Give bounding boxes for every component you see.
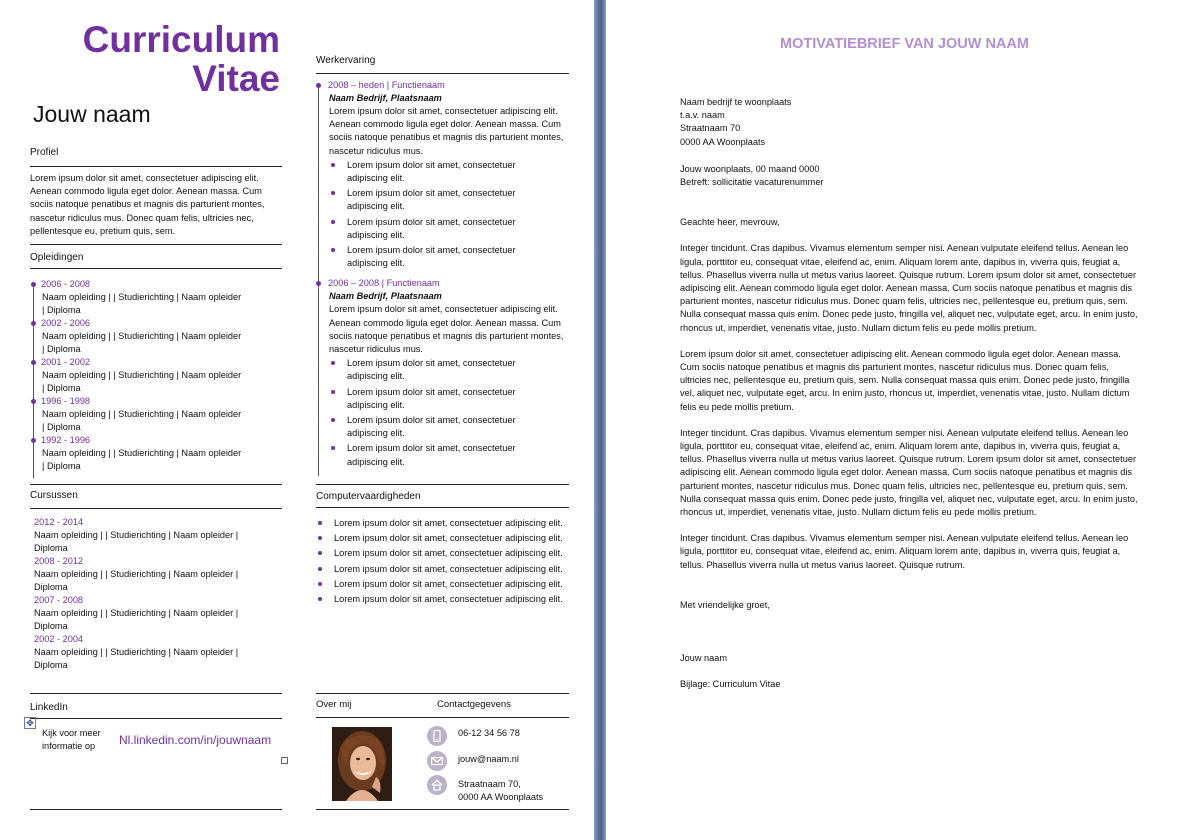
job-period: 2008 – heden | Functienaam xyxy=(328,80,445,90)
recipient-line: Naam bedrijf te woonplaats xyxy=(680,97,792,107)
letter-paragraph: Lorem ipsum dolor sit amet, consectetuer adipiscing elit. Aenean commodo ligula eget dolor. Aenean massa. Cum sociis natoque penatibus et magnis dis parturient montes, nascetur ridiculus mus. Donec quam felis, ultricies nec, pellentesque eu, pretium quis, sem. Nulla consequat massa quis enim. Donec pede justo, fringilla vel, aliquet nec, vulputate eget, arcu. In enim justo, rhoncus ut, imperdiet, venenatis vitae, justo. Nullam dictum felis eu pede mollis pretium. xyxy=(680,348,1130,412)
linkedin-label: Kijk voor meer informatie op xyxy=(42,728,101,751)
education-line2: | Diploma xyxy=(42,305,81,315)
profile-heading: Profiel xyxy=(30,147,59,158)
course-line1: Naam opleiding | | Studierichting | Naam opleider | xyxy=(34,569,239,579)
course-line1: Naam opleiding | | Studierichting | Naam opleider | xyxy=(34,608,239,618)
courses-list xyxy=(34,516,284,672)
course-line2: Diploma xyxy=(34,660,68,670)
education-item xyxy=(30,317,285,356)
contact-address-line2: 0000 AA Woonplaats xyxy=(458,792,544,802)
profile-text: Lorem ipsum dolor sit amet, consectetuer adipiscing elit. Aenean commodo ligula eget dolor. Aenean massa. Cum sociis natoque penatibus et magnis dis parturient montes, nascetur ridiculus mus. Donec quam felis, ultricies nec, pellentesque eu, pretium quis, sem. xyxy=(30,173,265,236)
education-line1: Naam opleiding | | Studierichting | Naam opleider xyxy=(42,409,242,419)
timeline-dot xyxy=(31,360,36,365)
cv-title-line2: Vitae xyxy=(192,58,280,99)
computer-skills-heading: Computervaardigheden xyxy=(316,491,421,502)
course-item xyxy=(34,633,284,672)
education-item xyxy=(30,395,285,434)
letter-signature: Jouw naam xyxy=(680,653,727,664)
job-bullet: Lorem ipsum dolor sit amet, consectetuer adipiscing elit. xyxy=(329,386,543,412)
education-item xyxy=(30,434,285,473)
skill-item: Lorem ipsum dolor sit amet, consectetuer adipiscing elit. xyxy=(316,578,569,591)
recipient-line: Straatnaam 70 xyxy=(680,123,741,134)
education-heading: Opleidingen xyxy=(30,252,84,263)
computer-skills-list xyxy=(316,517,571,608)
contact-phone: 06-12 34 56 78 xyxy=(458,728,520,738)
phone-icon xyxy=(427,726,447,746)
course-years: 2007 - 2008 xyxy=(34,595,84,605)
linkedin-url[interactable]: Nl.linkedin.com/in/jouwnaam xyxy=(119,733,272,747)
education-years: 2001 - 2002 xyxy=(41,357,91,367)
cv-title xyxy=(20,20,280,98)
job-bullet: Lorem ipsum dolor sit amet, consectetuer adipiscing elit. xyxy=(329,244,543,270)
education-line2: | Diploma xyxy=(42,422,81,432)
education-line1: Naam opleiding | | Studierichting | Naam opleider xyxy=(42,292,242,302)
recipient-line: 0000 AA Woonplaats xyxy=(680,136,766,147)
course-line1: Naam opleiding | | Studierichting | Naam opleider | xyxy=(34,647,239,657)
letter-subject: Betreft: sollicitatie vacaturenummer xyxy=(680,177,824,188)
experience-list xyxy=(316,79,572,476)
cv-page xyxy=(0,0,594,840)
job-bullet: Lorem ipsum dolor sit amet, consectetuer adipiscing elit. xyxy=(329,216,543,242)
experience-heading: Werkervaring xyxy=(316,55,376,66)
education-line2: | Diploma xyxy=(42,383,81,393)
course-item xyxy=(34,555,284,594)
timeline-dot xyxy=(31,399,36,404)
job-entry xyxy=(316,79,572,270)
education-years: 2002 - 2006 xyxy=(41,318,91,328)
course-item xyxy=(34,594,284,633)
linkedin-heading: LinkedIn xyxy=(30,702,68,713)
contact-address-line1: Straatnaam 70, xyxy=(458,779,521,789)
letter-paragraph: Integer tincidunt. Cras dapibus. Vivamus elementum semper nisi. Aenean vulputate eleifend tellus. Aenean leo ligula, porttitor eu, consequat vitae, eleifend ac, enim. Aliquam lorem ante, dapibus in, viverra quis, feugiat a, tellus. Phasellus viverra nulla ut metus varius laoreet. Quisque rutrum. xyxy=(680,533,1129,570)
letter-place-date: Jouw woonplaats, 00 maand 0000 xyxy=(680,163,820,174)
education-list xyxy=(30,278,285,473)
recipient-line: t.a.v. naam xyxy=(680,110,725,121)
letter-closing: Met vriendelijke groet, xyxy=(680,599,770,610)
job-description: Lorem ipsum dolor sit amet, consectetuer adipiscing elit. Aenean commodo ligula eget dolor. Aenean massa. Cum sociis natoque penatibus et magnis dis parturient montes, nascetur ridiculus mus. xyxy=(329,304,564,355)
course-years: 2008 - 2012 xyxy=(34,556,84,566)
course-years: 2002 - 2004 xyxy=(34,634,84,644)
education-item xyxy=(30,278,285,317)
letter-paragraph: Integer tincidunt. Cras dapibus. Vivamus elementum semper nisi. Aenean vulputate eleifend tellus. Aenean leo ligula, porttitor eu, consequat vitae, eleifend ac, enim. Aliquam lorem ante, dapibus in, viverra quis, feugiat a, tellus. Phasellus viverra nulla ut metus varius laoreet. Quisque rutrum. Lorem ipsum dolor sit amet, consectetuer adipiscing elit. Aenean commodo ligula eget dolor. Aenean massa. Cum sociis natoque penatibus et magnis dis parturient montes, nascetur ridiculus mus. Donec quam felis, ultricies nec, pellentesque eu, pretium quis, sem. Nulla consequat massa quis enim. Donec pede justo, fringilla vel, aliquet nec, vulputate eget, arcu. In enim justo, rhoncus ut, imperdiet, venenatis vitae, justo. Nullam dictum felis eu pede mollis pretium. xyxy=(680,243,1138,333)
job-bullet: Lorem ipsum dolor sit amet, consectetuer adipiscing elit. xyxy=(329,187,543,213)
job-bullet: Lorem ipsum dolor sit amet, consectetuer adipiscing elit. xyxy=(329,357,543,383)
skill-item: Lorem ipsum dolor sit amet, consectetuer adipiscing elit. xyxy=(316,547,569,560)
job-bullets xyxy=(316,159,572,271)
skill-item: Lorem ipsum dolor sit amet, consectetuer adipiscing elit. xyxy=(316,593,569,606)
job-bullet: Lorem ipsum dolor sit amet, consectetuer adipiscing elit. xyxy=(329,442,543,468)
job-bullet: Lorem ipsum dolor sit amet, consectetuer adipiscing elit. xyxy=(329,159,543,185)
profile-photo xyxy=(332,727,392,801)
course-line1: Naam opleiding | | Studierichting | Naam opleider | xyxy=(34,530,239,540)
letter-attachment: Bijlage: Curriculum Vitae xyxy=(680,679,781,690)
about-heading: Over mij xyxy=(316,699,352,710)
letter-paragraphs xyxy=(680,242,1140,571)
contact-heading: Contactgegevens xyxy=(437,699,511,710)
cv-name: Jouw naam xyxy=(33,101,151,127)
education-years: 1992 - 1996 xyxy=(41,435,91,445)
cv-title-line1: Curriculum xyxy=(82,19,280,60)
timeline-dot xyxy=(316,83,321,88)
job-company: Naam Bedrijf, Plaatsnaam xyxy=(329,93,442,103)
home-icon xyxy=(427,775,447,795)
skill-item: Lorem ipsum dolor sit amet, consectetuer adipiscing elit. xyxy=(316,517,569,530)
skill-item: Lorem ipsum dolor sit amet, consectetuer adipiscing elit. xyxy=(316,532,569,545)
email-icon xyxy=(427,751,447,771)
education-line2: | Diploma xyxy=(42,461,81,471)
education-line1: Naam opleiding | | Studierichting | Naam opleider xyxy=(42,331,242,341)
courses-heading: Cursussen xyxy=(30,490,78,501)
education-years: 2006 - 2008 xyxy=(41,279,91,289)
job-entry xyxy=(316,277,572,468)
table-resize-handle[interactable] xyxy=(281,757,288,764)
course-line2: Diploma xyxy=(34,543,68,553)
page-gap xyxy=(594,0,606,840)
letter-recipient xyxy=(680,96,1140,149)
job-description: Lorem ipsum dolor sit amet, consectetuer adipiscing elit. Aenean commodo ligula eget dolor. Aenean massa. Cum sociis natoque penatibus et magnis dis parturient montes, nascetur ridiculus mus. xyxy=(329,106,564,156)
table-move-handle-icon[interactable]: ✥ xyxy=(24,717,36,729)
contact-email: jouw@naam.nl xyxy=(458,754,519,764)
education-years: 1996 - 1998 xyxy=(41,396,91,406)
course-item xyxy=(34,516,284,555)
education-line1: Naam opleiding | | Studierichting | Naam opleider xyxy=(42,370,242,380)
letter-paragraph: Integer tincidunt. Cras dapibus. Vivamus elementum semper nisi. Aenean vulputate eleifend tellus. Aenean leo ligula, porttitor eu, consequat vitae, eleifend ac, enim. Aliquam lorem ante, dapibus in, viverra quis, feugiat a, tellus. Phasellus viverra nulla ut metus varius laoreet. Quisque rutrum. Lorem ipsum dolor sit amet, consectetuer adipiscing elit. Aenean commodo ligula eget dolor. Aenean massa. Cum sociis natoque penatibus et magnis dis parturient montes, nascetur ridiculus mus. Donec quam felis, ultricies nec, pellentesque eu, pretium quis, sem. Nulla consequat massa quis enim. Donec pede justo, fringilla vel, aliquet nec, vulputate eget, arcu. In enim justo, rhoncus ut, imperdiet, venenatis vitae, justo. Nullam dictum felis eu pede mollis pretium. xyxy=(680,427,1138,518)
job-period: 2006 – 2008 | Functienaam xyxy=(328,278,440,289)
course-line2: Diploma xyxy=(34,582,68,592)
job-company: Naam Bedrijf, Plaatsnaam xyxy=(329,291,442,302)
letter-salutation: Geachte heer, mevrouw, xyxy=(680,217,780,228)
letter-page xyxy=(606,0,1203,840)
education-line1: Naam opleiding | | Studierichting | Naam opleider xyxy=(42,448,242,458)
education-line2: | Diploma xyxy=(42,344,81,354)
job-bullet: Lorem ipsum dolor sit amet, consectetuer adipiscing elit. xyxy=(329,414,543,440)
contact-address xyxy=(458,778,543,804)
timeline-dot xyxy=(31,438,36,443)
course-line2: Diploma xyxy=(34,621,68,631)
letter-title: MOTIVATIEBRIEF VAN JOUW NAAM xyxy=(780,36,1029,52)
timeline-dot xyxy=(31,282,36,287)
job-bullets xyxy=(316,357,572,469)
education-item xyxy=(30,356,285,395)
skill-item: Lorem ipsum dolor sit amet, consectetuer adipiscing elit. xyxy=(316,563,569,576)
course-years: 2012 - 2014 xyxy=(34,517,84,527)
timeline-dot xyxy=(31,321,36,326)
letter-body xyxy=(680,96,1140,692)
